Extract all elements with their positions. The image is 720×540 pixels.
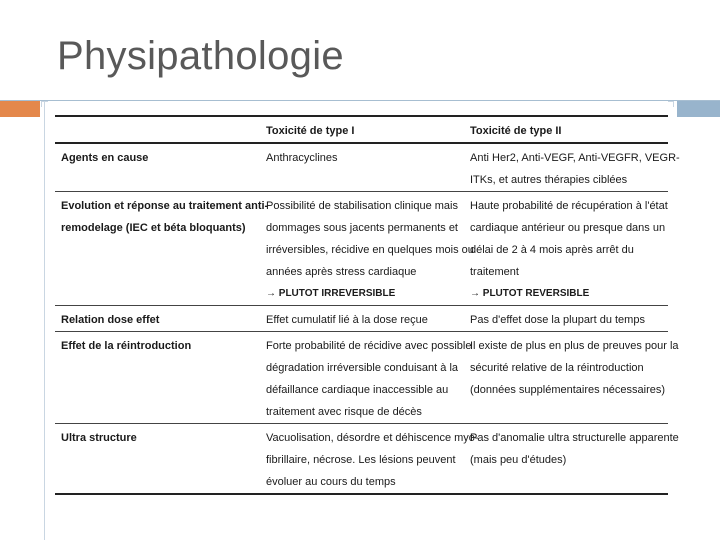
text-line: Ultra structure (61, 432, 137, 444)
text-line: défaillance cardiaque inaccessible au (266, 384, 449, 396)
type1-cell (260, 332, 472, 423)
row-label (55, 332, 260, 423)
slide-title: Physipathologie (57, 34, 344, 78)
type2-cell (464, 424, 679, 493)
text-line: traitement avec risque de décès (266, 406, 422, 418)
text-line: Il existe de plus en plus de preuves pour la (470, 340, 679, 352)
frame-top-line (0, 100, 720, 101)
table-row (55, 306, 668, 332)
header-cell-empty (55, 117, 260, 142)
type2-cell (464, 306, 668, 331)
conclusion-reversible: → PLUTOT REVERSIBLE (470, 288, 590, 299)
text-line: Pas d'effet dose la plupart du temps (470, 314, 645, 326)
text-line: irréversibles, récidive en quelques mois ou (266, 244, 474, 256)
text-line: Agents en cause (61, 152, 149, 164)
conclusion-irreversible: → PLUTOT IRREVERSIBLE (266, 288, 396, 299)
text-line: dommages sous jacents permanents et (266, 222, 458, 234)
text-line: remodelage (IEC et béta bloquants) (61, 222, 246, 234)
header-cell-type1: Toxicité de type I (266, 125, 355, 137)
text-line: Haute probabilité de récupération à l'état (470, 200, 668, 212)
type2-cell (464, 192, 668, 305)
row-label (55, 306, 260, 331)
text-line: traitement (470, 266, 519, 278)
type2-cell (464, 332, 679, 423)
text-line: sécurité relative de la réintroduction (470, 362, 644, 374)
text-line: Possibilité de stabilisation clinique mais (266, 200, 458, 212)
text-line: Evolution et réponse au traitement anti- (61, 200, 269, 212)
row-label (55, 424, 260, 493)
type1-cell (260, 424, 479, 493)
table-row (55, 144, 680, 192)
text-line: ITKs, et autres thérapies ciblées (470, 174, 628, 186)
table-row (55, 332, 679, 424)
frame-corner-left (41, 101, 48, 107)
text-line: Forte probabilité de récidive avec possible (266, 340, 472, 352)
frame-corner-right (668, 101, 674, 107)
text-line: Anthracyclines (266, 152, 338, 164)
type1-cell (260, 306, 464, 331)
accent-bar-right (677, 101, 720, 117)
row-label (55, 192, 269, 305)
text-line: fibrillaire, nécrose. Les lésions peuvent (266, 454, 456, 466)
text-line: Effet de la réintroduction (61, 340, 192, 352)
comparison-table (55, 115, 680, 495)
table-header-row (55, 117, 668, 144)
table-row (55, 192, 668, 306)
row-label (55, 144, 260, 191)
header-cell-type2: Toxicité de type II (470, 125, 562, 137)
text-line: évoluer au cours du temps (266, 476, 396, 488)
text-line: Relation dose effet (61, 314, 160, 326)
text-line: années après stress cardiaque (266, 266, 417, 278)
text-line: délai de 2 à 4 mois après arrêt du (470, 244, 634, 256)
text-line: Vacuolisation, désordre et déhiscence myo- (266, 432, 479, 444)
text-line: Anti Her2, Anti-VEGF, Anti-VEGFR, VEGR- (470, 152, 680, 164)
text-line: cardiaque antérieur ou presque dans un (470, 222, 666, 234)
text-line: (mais peu d'études) (470, 454, 567, 466)
type2-cell (464, 144, 680, 191)
type1-cell (260, 192, 474, 305)
text-line: dégradation irréversible conduisant à la (266, 362, 459, 374)
text-line: Effet cumulatif lié à la dose reçue (266, 314, 428, 326)
accent-bar-left (0, 101, 40, 117)
type1-cell (260, 144, 464, 191)
text-line: Pas d'anomalie ultra structurelle apparente (470, 432, 679, 444)
table-row (55, 424, 679, 493)
text-line: (données supplémentaires nécessaires) (470, 384, 666, 396)
frame-left-line (44, 101, 45, 540)
